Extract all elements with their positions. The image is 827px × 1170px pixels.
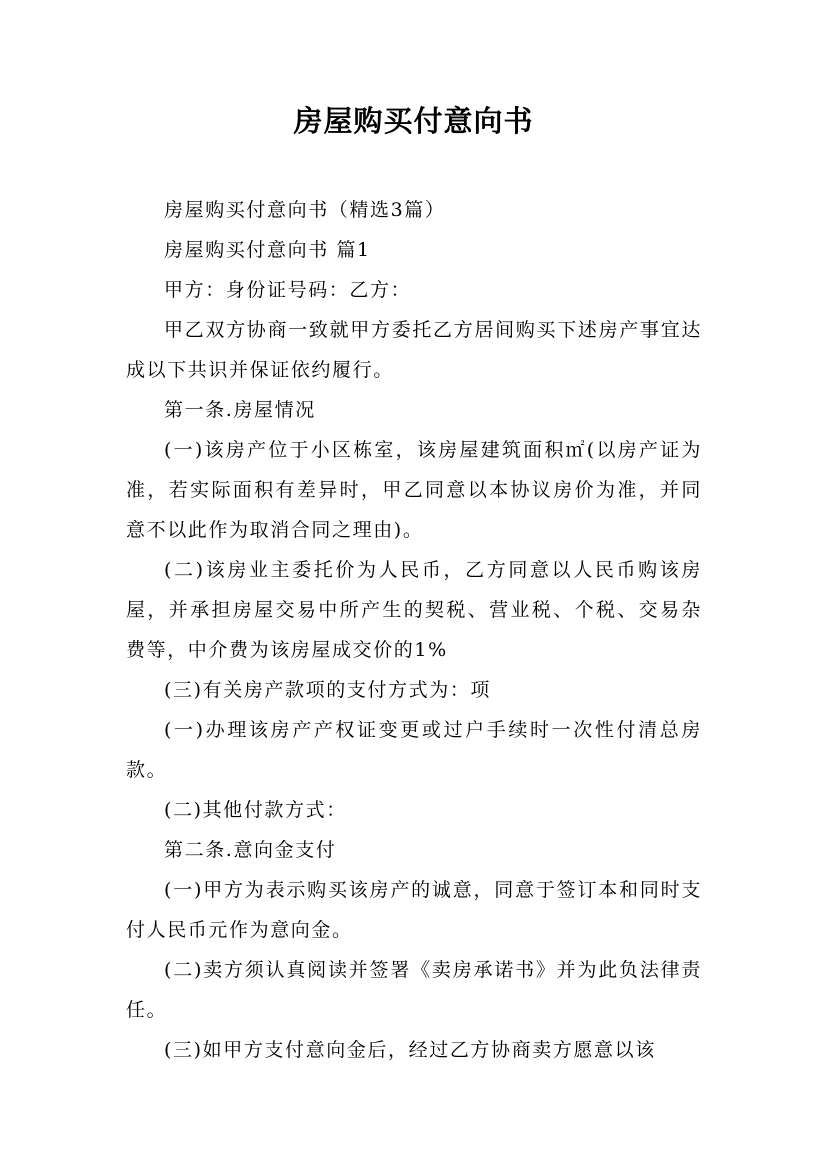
paragraph-collection-heading: 房屋购买付意向书（精选3篇） [164,199,446,221]
paragraph-agreement-intro: 甲乙双方协商一致就甲方委托乙方居间购买下述房产事宜达成以下共识并保证依约履行。 [126,319,702,381]
paragraph-deposit-1: (一)甲方为表示购买该房产的诚意，同意于签订本和同时支付人民币元作为意向金。 [126,879,702,941]
paragraph-deposit-3: (三)如甲方支付意向金后，经过乙方协商卖方愿意以该 [164,1039,656,1061]
paragraph-section-1-heading: 第一条.房屋情况 [164,399,316,421]
paragraph-article-heading: 房屋购买付意向书 篇1 [164,239,371,261]
document-title: 房屋购买付意向书 [293,104,534,138]
document-body [126,190,702,1070]
paragraph-payment-method: (三)有关房产款项的支付方式为：项 [164,679,492,701]
paragraph-section-2-heading: 第二条.意向金支付 [164,839,337,861]
paragraph-payment-option-2: (二)其他付款方式： [164,799,347,821]
paragraph-parties: 甲方：身份证号码：乙方： [164,279,412,301]
paragraph-payment-option-1: (一)办理该房产产权证变更或过户手续时一次性付清总房款。 [126,719,702,781]
paragraph-property-location: (一)该房产位于小区栋室，该房屋建筑面积㎡(以房产证为准，若实际面积有差异时，甲乙同意以本协议房价为准，并同意不以此作为取消合同之理由)。 [126,439,702,541]
paragraph-deposit-2: (二)卖方须认真阅读并签署《卖房承诺书》并为此负法律责任。 [126,959,702,1021]
paragraph-owner-price: (二)该房业主委托价为人民币，乙方同意以人民币购该房屋，并承担房屋交易中所产生的契税、营业税、个税、交易杂费等，中介费为该房屋成交价的1% [126,559,702,661]
